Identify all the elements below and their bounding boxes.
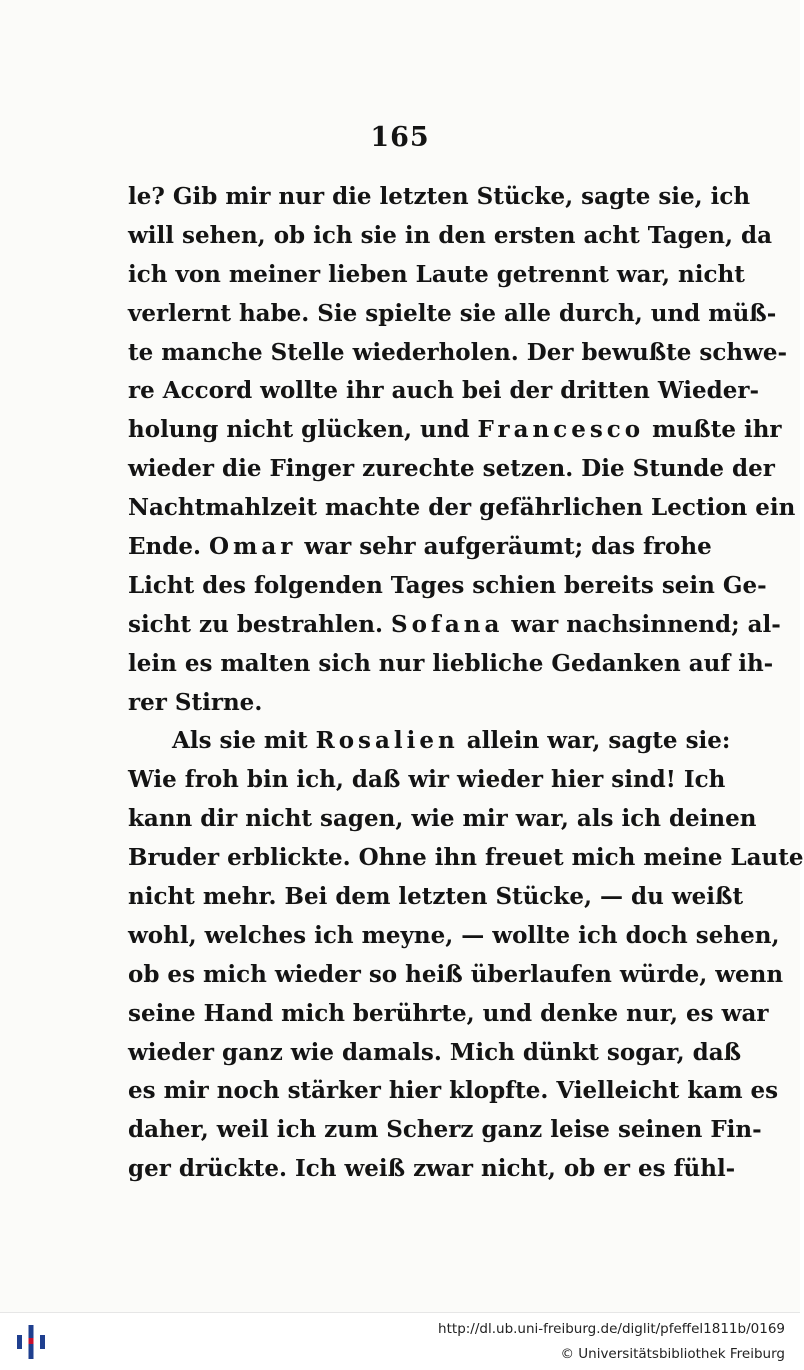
text-segment: Als sie mit: [172, 727, 316, 755]
text-line: wohl, welches ich meyne, — wollte ich doch sehen,: [128, 921, 780, 949]
text-line: le? Gib mir nur die letzten Stücke, sagte sie, ich: [128, 183, 751, 210]
viewer-footer: [0, 1312, 800, 1370]
footer-copyright: © Universitätsbibliothek Freiburg: [560, 1346, 785, 1362]
text-line: [128, 606, 781, 645]
text-line: Bruder erblickte. Ohne ihn freuet mich meine Laute: [128, 844, 804, 872]
text-line: will sehen, ob ich sie in den ersten acht Tagen, da: [128, 221, 773, 249]
text-line: Nachtmahlzeit machte der gefährlichen Lection ein: [128, 494, 796, 522]
text-segment: Ende.: [128, 533, 209, 561]
spaced-name: Omar: [208, 533, 297, 561]
spaced-name: Rosalien: [315, 727, 459, 755]
text-line: ob es mich wieder so heiß überlaufen würde, wenn: [128, 960, 784, 988]
text-line: verlernt habe. Sie spielte sie alle durch, und müß-: [128, 299, 777, 327]
text-line: wieder die Finger zurechte setzen. Die Stunde der: [128, 455, 775, 483]
text-segment: war nachsinnend; al-: [503, 610, 781, 638]
ub-freiburg-logo-icon[interactable]: [14, 1321, 48, 1361]
text-line: [128, 528, 712, 567]
text-line: daher, weil ich zum Scherz ganz leise seinen Fin-: [128, 1116, 762, 1144]
page-number: 165: [370, 122, 430, 153]
page-text: [128, 178, 804, 1189]
text-line: seine Hand mich berührte, und denke nur, es war: [128, 999, 769, 1027]
text-segment: allein war, sagte sie:: [458, 727, 731, 755]
text-line: wieder ganz wie damals. Mich dünkt sogar, daß: [128, 1038, 742, 1066]
text-line: Wie froh bin ich, daß wir wieder hier sind! Ich: [128, 766, 726, 794]
text-line: te manche Stelle wiederholen. Der bewußte schwe-: [128, 338, 788, 366]
text-segment: holung nicht glücken, und: [128, 416, 478, 444]
text-line: [128, 411, 782, 450]
text-segment: war sehr aufgeräumt; das frohe: [296, 533, 712, 561]
text-line: re Accord wollte ihr auch bei der dritten Wieder-: [128, 377, 760, 405]
spaced-name: Francesco: [477, 416, 645, 444]
text-line: es mir noch stärker hier klopfte. Vielleicht kam es: [128, 1077, 779, 1105]
text-segment: mußte ihr: [644, 416, 782, 444]
spaced-name: Sofana: [390, 610, 504, 638]
footer-url[interactable]: http://dl.ub.uni-freiburg.de/diglit/pfeffel1811b/0169: [438, 1321, 785, 1337]
text-line: Licht des folgenden Tages schien bereits sein Ge-: [128, 571, 767, 599]
text-line: [128, 722, 731, 761]
text-line: ich von meiner lieben Laute getrennt war, nicht: [128, 260, 745, 288]
text-line: kann dir nicht sagen, wie mir war, als ich deinen: [128, 805, 757, 833]
text-line: nicht mehr. Bei dem letzten Stücke, — du weißt: [128, 883, 744, 911]
text-line: lein es malten sich nur liebliche Gedanken auf ih-: [128, 649, 774, 677]
text-segment: sicht zu bestrahlen.: [128, 610, 391, 638]
text-line: ger drückte. Ich weiß zwar nicht, ob er es fühl-: [128, 1155, 736, 1183]
text-line: rer Stirne.: [128, 688, 263, 716]
